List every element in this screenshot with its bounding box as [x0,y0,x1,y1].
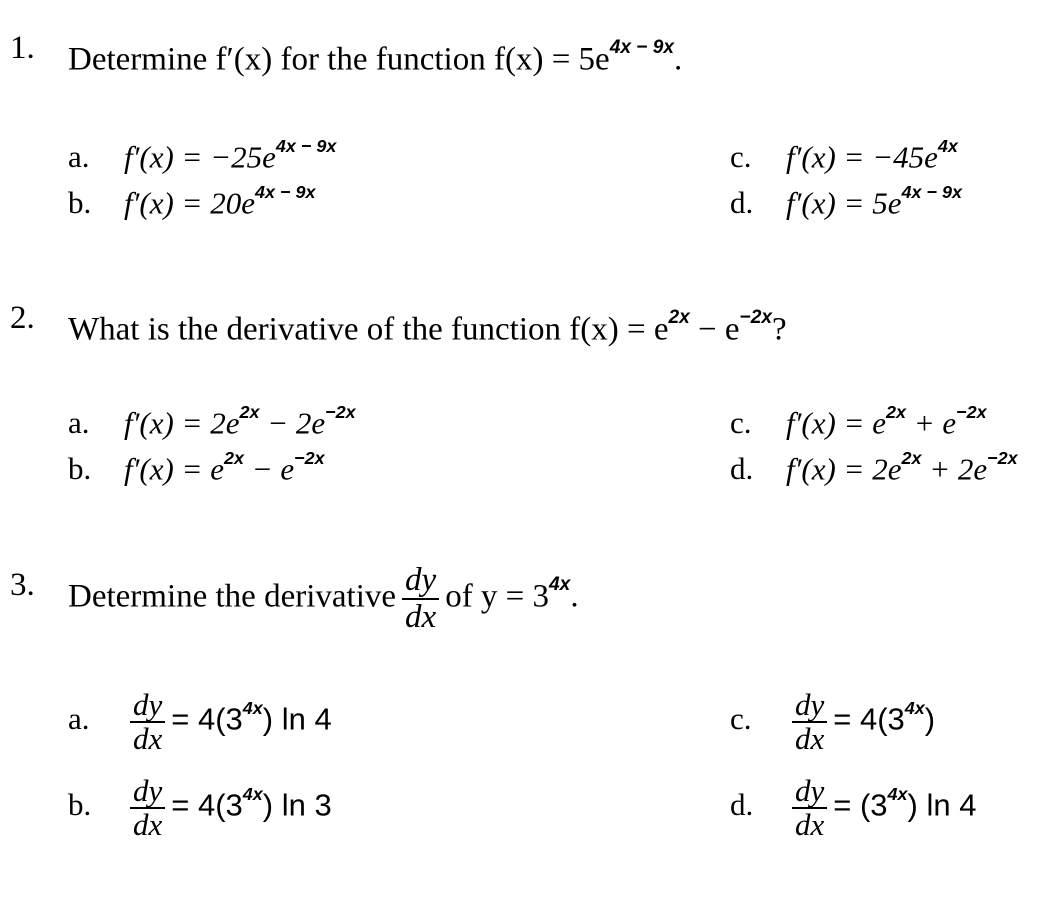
option-3c[interactable]: c. $\frac{dy}{dx}$ = $4(3^{4x})$ [730,686,936,757]
question-number: 2. [10,300,35,336]
option-3d[interactable]: d. $\frac{dy}{dx}$ = $(3^{4x})$ ln 4 [730,772,977,843]
option-2b[interactable]: b. $f'(x) = e^{2x} - e^{-2x}$ [68,448,325,487]
question-number: 3. [10,567,35,603]
derivative-fraction: $\frac{dy}{dx}$ [402,563,439,634]
question-text: What is the derivative of the function $f(x) = e^{2x} - e^{-2x}$? [68,307,787,348]
option-1d[interactable]: d. $f'(x) = 5e^{4x - 9x}$ [730,182,962,221]
option-1c[interactable]: c. $f'(x) = -45e^{4x}$ [730,136,958,175]
question-text: Determine the derivative $\frac{dy}{dx}$ of $y = 3^{4x}$. [68,562,579,635]
option-3a[interactable]: a. $\frac{dy}{dx}$ = $4(3^{4x})$ ln 4 [68,686,332,757]
option-2d[interactable]: d. $f'(x) = 2e^{2x} + 2e^{-2x}$ [730,448,1018,487]
question-text: Determine f′(x) for the function $f(x) = 5e^{4x - 9x}$. [68,37,683,78]
question-number: 1. [10,30,35,66]
option-2c[interactable]: c. $f'(x) = e^{2x} + e^{-2x}$ [730,402,987,441]
option-2a[interactable]: a. $f'(x) = 2e^{2x} - 2e^{-2x}$ [68,402,356,441]
option-1a[interactable]: a. $f'(x) = -25e^{4x - 9x}$ [68,136,337,175]
option-3b[interactable]: b. $\frac{dy}{dx}$ = $4(3^{4x})$ ln 3 [68,772,332,843]
option-1b[interactable]: b. $f'(x) = 20e^{4x - 9x}$ [68,182,316,221]
